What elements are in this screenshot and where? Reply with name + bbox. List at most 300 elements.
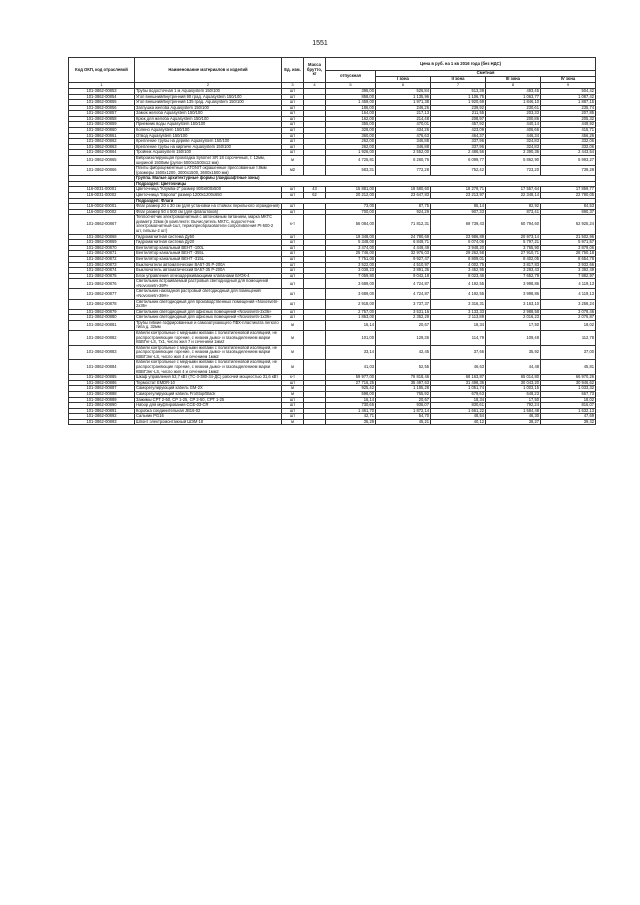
cell-zone-2: 68 163,87 [431,375,486,381]
cell-code: 101-3862-00853 [69,89,135,95]
cell-unit: шт [282,414,304,420]
cell-code: 101-3862-00856 [69,105,135,111]
cell-unit: шт [282,133,304,139]
cell-zone-4: 112,78 [541,331,596,346]
cell-zone-3: 324,83 [486,144,541,150]
cell-name: Саморегулирующий кабель GM-2X [135,386,282,392]
header-code: Код ОКП, код отраслевой [69,58,135,83]
cell-zone-2: 18,34 [431,397,486,403]
cell-zone-1: 4 449,49 [376,245,431,251]
cell-name: Блок управления огнезадерживающими клапанами БУОК-4 [135,273,282,279]
cell-release-price: 3 474,00 [326,245,376,251]
cell-zone-1: 71 812,31 [376,215,431,234]
table-row [69,279,596,289]
cell-zone-2: 6 074,06 [431,240,486,246]
cell-name: Флаг размер 20 x 30 см (для установки на стойках перильного ограждения) [136,203,280,209]
cell-code: 101-3862-00879 [69,309,135,315]
cell-zone-4: 207,85 [541,111,596,117]
cell-code: 101-3862-00871 [69,251,135,257]
cell-zone-4: 5 971,57 [541,240,596,246]
cell-zone-2: 29 262,58 [431,251,486,257]
cell-unit: шт [282,268,304,274]
cell-zone-3: 203,33 [486,111,541,117]
cell-unit: шт [282,397,304,403]
cell-zone-1: 9 042,18 [376,273,431,279]
header-unit: Ед. изм. [282,58,304,83]
cell-zone-1: 765,92 [376,391,431,397]
cell-zone-2: 830,61 [431,403,486,409]
cell-zone-4: 890,37 [541,209,596,215]
cell-zone-1: 470,01 [376,122,431,128]
cell-zone-3: 17 557,64 [486,187,541,193]
cell-zone-3: 5 797,21 [486,240,541,246]
cell-zone-4: 456,26 [541,133,596,139]
cell-zone-4: 667,73 [541,391,596,397]
cell-zone-1: 4 724,87 [376,279,431,289]
cell-name: Вентилятор канальный ВЕНТ -100L [135,245,282,251]
cell-code: 116-0002-00002 [69,209,135,215]
cell-name: Светильник светодиодный для производственных помещений «Novosvetn-2x36» [135,299,282,309]
cell-zone-1: 1 135,96 [376,94,431,100]
header-mass: Масса брутто, кг [304,58,326,83]
cell-zone-4: 1 033,32 [541,386,596,392]
cell-release-price: 19 348,00 [326,234,376,240]
cell-zone-1: 42,45 [376,345,431,360]
cell-zone-2: 23 213,97 [431,192,486,198]
cell-zone-2: 208,97 [431,116,486,122]
cell-unit: шт [282,309,304,315]
cell-zone-4: 17 859,77 [541,187,596,193]
cell-unit: шт [282,116,304,122]
cell-zone-3: 3 293,43 [486,268,541,274]
cell-code: 101-3862-00887 [69,386,135,392]
cell-zone-4: 1 632,13 [541,408,596,414]
column-number: 1 [69,83,135,89]
cell-release-price: 186,00 [326,105,376,111]
cell-zone-1: 4 510,97 [376,262,431,268]
cell-zone-2: 513,39 [431,89,486,95]
cell-code: 101-3862-00864 [69,150,135,156]
cell-zone-2: 337,96 [431,144,486,150]
table-row [69,360,596,375]
cell-zone-2: 1 920,69 [431,100,486,106]
cell-code: 101-3862-00892 [69,414,135,420]
cell-zone-4: 37,00 [541,345,596,360]
cell-zone-3: 723,20 [486,166,541,176]
cell-mass [304,166,326,176]
cell-code: 101-3862-00866 [69,166,135,176]
cell-zone-1: 214,48 [376,116,431,122]
cell-name: Флаг размер 50 x 500 см (для флагштоков) [135,209,282,215]
cell-zone-4: 2 076,87 [541,315,596,321]
cell-release-price: 1 461,70 [326,408,376,414]
cell-name: Выключатели автоматические ВА57-35 Р-200А [135,262,282,268]
cell-zone-1: 45,21 [376,419,431,425]
cell-code: 101-3862-00854 [69,94,135,100]
cell-release-price: 4 725,81 [326,155,376,165]
cell-release-price: 858,00 [326,94,376,100]
table-row [69,419,596,425]
cell-zone-1: 2 352,29 [376,315,431,321]
cell-unit: шт [282,403,304,409]
cell-code: 101-3862-00885 [69,375,135,381]
cell-zone-2: 3 133,33 [431,309,486,315]
cell-unit: шт [282,139,304,145]
cell-unit: шт [282,128,304,134]
cell-name: Кабели контрольные с медными жилами с полиэтиленовой изоляцией, не распространяющие горение, с низким дымо- и газовыделением марки КВВГЭнг-LS, число жил 4 и сечением 1мм2 [135,360,282,375]
cell-name: Отвод Aquasystem 150/100 [135,133,282,139]
table-row [69,289,596,299]
cell-unit: шт [282,89,304,95]
cell-name: Светильник встраиваемый растровый светодиодный для помещений «Novosvetn-39Р» [135,279,282,289]
cell-zone-2: 239,92 [431,105,486,111]
cell-unit: шт [282,256,304,262]
table-row [69,320,596,330]
cell-zone-4: 62 925,24 [541,215,596,234]
cell-unit: шт [282,273,304,279]
cell-zone-4: 3 879,06 [541,245,596,251]
cell-release-price: 42,71 [326,414,376,420]
cell-zone-2: 40,12 [431,419,486,425]
cell-zone-1: 129,36 [376,331,431,346]
cell-unit: м [282,391,304,397]
cell-release-price: 3 689,00 [326,289,376,299]
cell-zone-3: 35,92 [486,345,541,360]
cell-unit: м [282,360,304,375]
cell-zone-4: 739,28 [541,166,596,176]
cell-name: Плиты фиброцементные LATONIT окрашенные прессованные т.8мм (размеры 1500x1200, 3000x1500, 3600x1500 мм) [135,166,282,176]
cell-mass [304,299,326,309]
cell-release-price: 1 863,00 [326,315,376,321]
cell-name: Заглушка желоба Aquasystem 150/100 [135,105,282,111]
cell-unit: шт [282,111,304,117]
cell-zone-4: 1 087,42 [541,94,596,100]
section-title: Подраздел: Цветочницы [135,181,596,187]
cell-name: Крюк для желоба Aquasystem 150/100 [135,116,282,122]
cell-code: 101-3862-00890 [69,403,135,409]
cell-zone-2: 8 023,46 [431,273,486,279]
cell-release-price: 162,00 [326,116,376,122]
cell-code: 101-3862-00870 [69,245,135,251]
cell-zone-4: 5 993,27 [541,155,596,165]
header-name: Наименование материалов и изделий [135,58,282,83]
cell-zone-4: 21 502,96 [541,234,596,240]
cell-zone-2: 464,37 [431,133,486,139]
cell-zone-1: 434,26 [376,128,431,134]
cell-zone-1: 23 647,83 [376,192,431,198]
cell-code: 101-3862-00878 [69,299,135,309]
column-number: 2 [135,83,282,89]
cell-zone-1: 32 976,03 [376,251,431,257]
column-number: 4 [304,83,326,89]
cell-zone-3: 20 973,14 [486,234,541,240]
cell-unit: шт [282,262,304,268]
cell-zone-2: 48,54 [431,414,486,420]
cell-release-price: 395,00 [326,89,376,95]
cell-unit: шт [282,209,304,215]
cell-zone-3: 2 016,23 [486,315,541,321]
cell-name: Светильник накладной растровый светодиодный для помещений «Novosvetn-39Н» [135,289,282,299]
cell-unit: м [282,386,304,392]
cell-zone-3: 60 794,60 [486,215,541,234]
cell-name: Набор для муфтирования CCE-03-CR [135,403,282,409]
cell-unit: м [282,155,304,165]
cell-zone-2: 86,14 [431,204,486,210]
column-number: 6 [376,83,431,89]
cell-zone-3: 3 998,86 [486,279,541,289]
cell-mass [304,345,326,360]
cell-name: Гидромагнитная система Ду50 [135,234,282,240]
cell-zone-4: 3 932,66 [541,262,596,268]
cell-zone-4: 415,71 [541,128,596,134]
cell-code: 101-3862-00860 [69,128,135,134]
cell-mass [304,419,326,425]
cell-code: 101-3862-00891 [69,408,135,414]
cell-zone-3: 1 846,10 [486,100,541,106]
cell-zone-1: 54,70 [376,414,431,420]
cell-zone-4: 1 887,15 [541,100,596,106]
cell-release-price: 3 038,23 [326,268,376,274]
cell-zone-1: 76 818,46 [376,375,431,381]
cell-zone-1: 346,88 [376,139,431,145]
cell-name: Гидромагнитная система Ду20 [135,240,282,246]
cell-name: Теплосчетчик электромагнитный с автономным питанием, марка МКТС диаметр 32мм (в комплекте: Вычислитель МКТС, водосчетчик электромагнитный-1шт, термопреобразователи сопротивления Pt-500-2 шт, гильзы-2 шт) [135,215,282,234]
cell-release-price: 16,14 [326,397,376,403]
cell-name: Вентилятор канальный ВЕНТ -355L [135,251,282,257]
cell-zone-1: 936,07 [376,403,431,409]
cell-unit: шт [282,192,304,198]
cell-zone-3: 65 014,80 [486,375,541,381]
cell-unit: шт [282,144,304,150]
table-row [69,345,596,360]
cell-unit: шт [282,380,304,386]
cell-zone-2: 37,66 [431,345,486,360]
cell-unit: шт [282,94,304,100]
cell-zone-4: 504,42 [541,89,596,95]
cell-mass [304,320,326,330]
cell-name: Термостат ЕМDR-10 [135,380,282,386]
cell-code: 116-0031-00001 [69,187,135,193]
cell-zone-4: 4 119,13 [541,279,596,289]
cell-zone-1: 87,75 [376,204,431,210]
cell-zone-4: 2 443,54 [541,150,596,156]
cell-unit: шт [282,122,304,128]
cell-zone-2: 18 279,71 [431,187,486,193]
cell-zone-4: 39,42 [541,419,596,425]
cell-release-price: 262,00 [326,144,376,150]
cell-zone-1: 2 552,00 [376,150,431,156]
cell-release-price: 16,14 [326,320,376,330]
cell-code: 101-3862-00888 [69,391,135,397]
cell-name: Тройник Aquasystem 150/100 [135,150,282,156]
cell-name: Светильник светодиодный для офисных помещений «Novosvetn-2x36» [135,309,282,315]
cell-unit: шт [282,240,304,246]
cell-release-price: 925,42 [326,386,376,392]
section-title: Группа. Малые архитектурные формы (ландшафтные зоны) [135,176,596,182]
cell-zone-1: 3 737,37 [376,299,431,309]
cell-code: 101-3862-00861 [69,133,135,139]
cell-zone-4: 235,74 [541,105,596,111]
cell-zone-4: 205,32 [541,116,596,122]
cell-zone-2: 457,92 [431,122,486,128]
cell-mass [304,155,326,165]
cell-zone-4: 3 078,46 [541,309,596,315]
cell-zone-4: 28 750,18 [541,251,596,257]
cell-zone-3: 2 390,36 [486,150,541,156]
cell-name: Кабели контрольные с медными жилами с полиэтиленовой изоляцией, не распространяющие горение, с низким дымо- и газовыделением марки КВВГнг-LS, 7х1, число жил 7 и сечением 1мм2 [135,331,282,346]
cell-mass [304,215,326,234]
cell-name: Сальник PG16 [135,414,282,420]
cell-zone-3: 446,34 [486,133,541,139]
cell-zone-3: 406,66 [486,128,541,134]
cell-code: 101-3862-00868 [69,234,135,240]
cell-release-price: 700,00 [326,209,376,215]
cell-zone-1: 24 780,69 [376,234,431,240]
cell-zone-2: 4 002,75 [431,262,486,268]
cell-release-price: 360,00 [326,133,376,139]
cell-zone-4: 332,06 [541,144,596,150]
cell-zone-3: 1 003,15 [486,386,541,392]
cell-zone-3: 5 862,90 [486,155,541,165]
cell-zone-2: 752,42 [431,166,486,176]
cell-code: 101-3862-00869 [69,240,135,246]
cell-release-price: 2 757,00 [326,309,376,315]
cell-release-price: 5 348,00 [326,240,376,246]
cell-zone-1: 52,55 [376,360,431,375]
cell-zone-3: 8 402,05 [486,256,541,262]
cell-zone-2: 46,63 [431,360,486,375]
cell-zone-2: 114,79 [431,331,486,346]
cell-code: 101-3862-00877 [69,289,135,299]
column-number: 8 [486,83,541,89]
cell-unit: шт [282,187,304,193]
cell-zone-4: 816,07 [541,403,596,409]
cell-zone-3: 3 817,83 [486,262,541,268]
cell-release-price: 262,00 [326,139,376,145]
cell-zone-3: 230,61 [486,105,541,111]
cell-zone-4: 84,53 [541,204,596,210]
cell-name: Светильник светодиодный для офисных помещений «Novosvetn-1x36» [135,315,282,321]
cell-code: 101-3862-00865 [69,155,135,165]
cell-unit: шт [282,315,304,321]
cell-zone-3: 648,23 [486,391,541,397]
cell-zone-2: 2 486,56 [431,150,486,156]
cell-zone-3: 1 063,77 [486,94,541,100]
cell-code: 101-3862-00857 [69,111,135,117]
cell-zone-4: 18,02 [541,320,596,330]
cell-zone-2: 4 192,55 [431,279,486,289]
cell-zone-3: 82,92 [486,204,541,210]
cell-release-price: 35,29 [326,419,376,425]
cell-mass [304,279,326,289]
cell-zone-1: 4 724,87 [376,289,431,299]
table-row [69,331,596,346]
cell-zone-3: 30 043,20 [486,380,541,386]
cell-zone-3: 38,27 [486,419,541,425]
cell-release-price: 7 059,80 [326,273,376,279]
cell-code: 101-3862-00876 [69,279,135,289]
cell-zone-1: 246,26 [376,105,431,111]
cell-zone-4: 4 119,13 [541,289,596,299]
cell-code: 101-3862-00872 [69,256,135,262]
cell-mass [304,331,326,346]
cell-name: Угол внешний/внутренний 90 град. Aquasystem 150/100 [135,94,282,100]
cell-zone-2: 4 192,55 [431,289,486,299]
cell-unit: м [282,320,304,330]
cell-zone-1: 1 872,14 [376,408,431,414]
cell-name: Саморегулирующий кабель FroStop/Black [135,391,282,397]
cell-zone-1: 526,84 [376,89,431,95]
table-row [69,155,596,165]
cell-code: 101-3862-00874 [69,268,135,274]
cell-zone-4: 8 654,78 [541,256,596,262]
header-zone-1: I зона [376,77,431,83]
cell-unit: шт [282,408,304,414]
cell-unit: м [282,345,304,360]
cell-release-price: 355,00 [326,122,376,128]
table-row [69,166,596,176]
cell-unit: шт [282,299,304,309]
cell-name: Зажимы СРТ 2-50, СР 1-25, СР 2-50, СРТ 1-25 [135,397,282,403]
cell-zone-3: 440,14 [486,122,541,128]
cell-zone-1: 3 891,36 [376,268,431,274]
cell-zone-2: 8 809,01 [431,256,486,262]
cell-name: Выключатель автоматический ВА57-35 Р-200А [135,268,282,274]
table-row [69,299,596,309]
cell-mass [304,360,326,375]
cell-code: 101-3862-00889 [69,397,135,403]
cell-release-price: 25 746,00 [326,251,376,257]
cell-zone-2: 1 051,74 [431,386,486,392]
cell-name: Коробка соединительная JB16-02 [135,408,282,414]
cell-name: Цветочница "Европа" размер 1200x1200x650 [135,192,282,198]
cell-unit: шт [282,289,304,299]
cell-zone-3: 3 765,90 [486,245,541,251]
cell-release-price: 164,00 [326,111,376,117]
cell-zone-2: 2 113,89 [431,315,486,321]
cell-zone-4: 7 882,97 [541,273,596,279]
cell-zone-3: 17,50 [486,397,541,403]
cell-code: 101-3862-00886 [69,380,135,386]
cell-code: 101-3862-00862 [69,139,135,145]
cell-unit: шт [282,245,304,251]
cell-unit: шт [282,234,304,240]
cell-zone-2: 6 099,77 [431,155,486,165]
cell-zone-2: 337,96 [431,139,486,145]
cell-zone-4: 3 392,49 [541,268,596,274]
cell-name: Колено Aquasystem 150/100 [135,128,282,134]
cell-unit: к-т [282,215,304,234]
cell-release-price: 583,31 [326,166,376,176]
cell-release-price: 1 459,00 [326,100,376,106]
cell-zone-3: 200,86 [486,116,541,122]
header-zone-3: III зона [486,77,541,83]
cell-unit: шт [282,251,304,257]
cell-zone-4: 47,69 [541,414,596,420]
header-release-price: отпускная [326,71,376,83]
column-number: 5 [326,83,376,89]
cell-zone-1: 1 185,28 [376,386,431,392]
cell-name: Замок желоба Aquasystem 150/100 [135,111,282,117]
cell-mass [304,289,326,299]
cell-mass: 62 [304,192,326,198]
cell-zone-1: 6 260,76 [376,155,431,165]
cell-code: 101-3862-00867 [69,215,135,234]
cell-code: 101-3862-00873 [69,262,135,268]
header-price-group: Цена в руб. на 1 кв 2016 года (без НДС) [326,58,596,71]
cell-zone-3: 109,48 [486,331,541,346]
cell-name: Приемник воды Aquasystem 150/100 [135,122,282,128]
